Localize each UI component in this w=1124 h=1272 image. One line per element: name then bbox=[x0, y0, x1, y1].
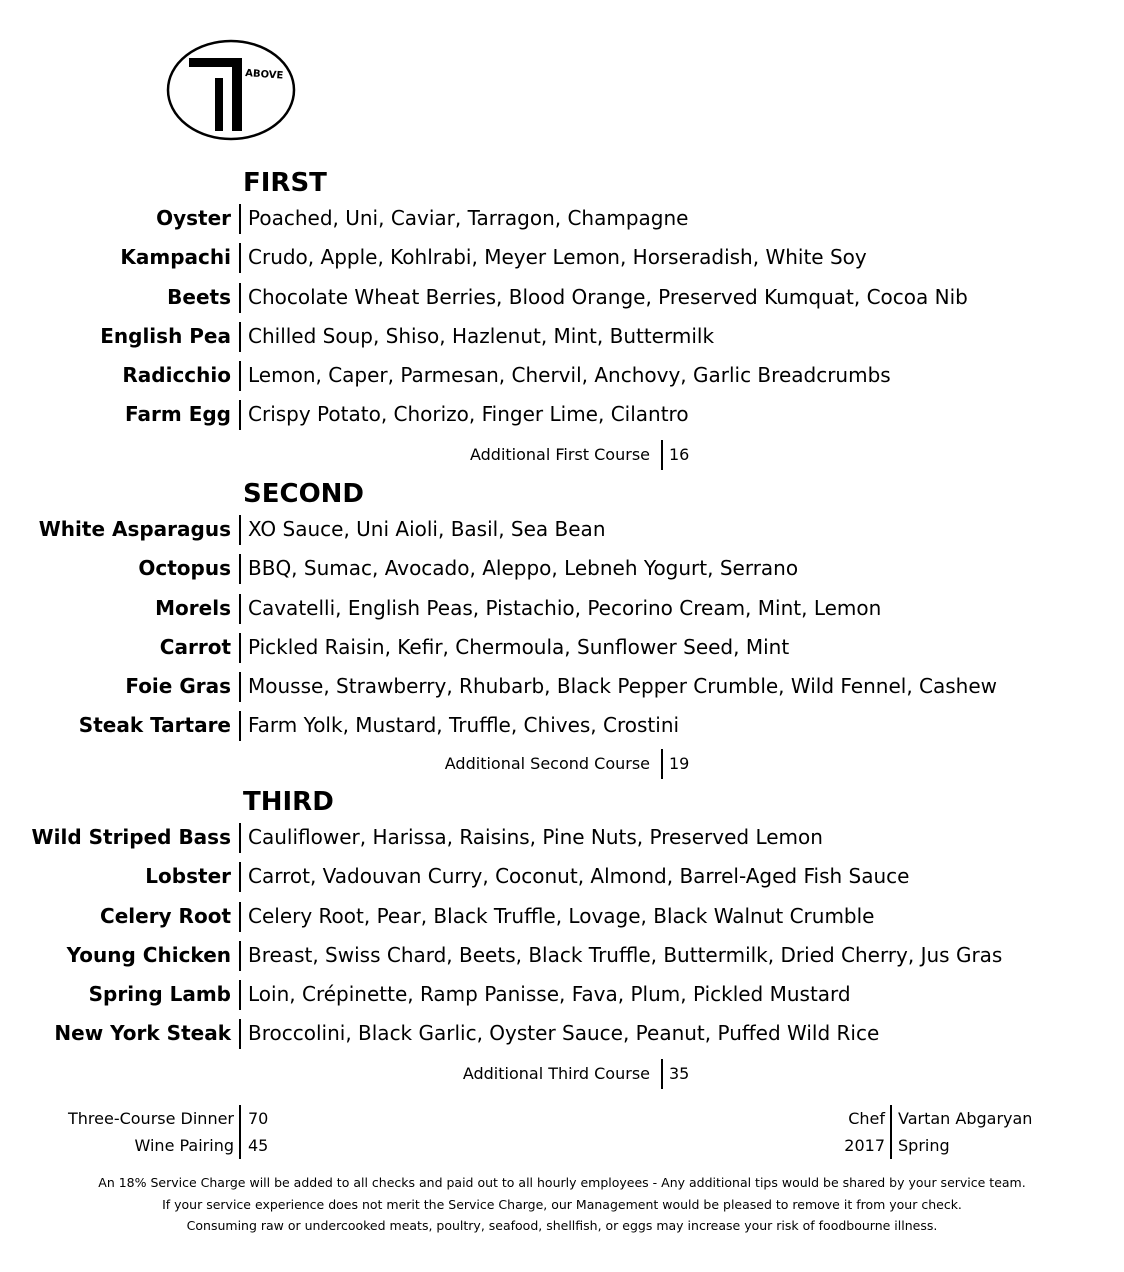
menu-item bbox=[0, 633, 1124, 672]
price-value: 45 bbox=[248, 1136, 269, 1155]
pricing-row bbox=[0, 1105, 1124, 1132]
course-items-first bbox=[0, 204, 1124, 440]
dish-description: BBQ, Sumac, Avocado, Aleppo, Lebneh Yogurt, Serrano bbox=[248, 556, 799, 581]
divider bbox=[661, 440, 663, 470]
dish-name: Lobster bbox=[145, 864, 231, 889]
service-charge-note: An 18% Service Charge will be added to all checks and paid out to all hourly employees - Any additional tips would be shared by your service team. bbox=[98, 1175, 1026, 1190]
divider bbox=[239, 400, 241, 430]
dish-description: Lemon, Caper, Parmesan, Chervil, Anchovy, Garlic Breadcrumbs bbox=[248, 363, 891, 388]
menu-item bbox=[0, 594, 1124, 633]
menu-item bbox=[0, 672, 1124, 711]
divider bbox=[239, 1019, 241, 1049]
additional-course-label: Additional Third Course bbox=[462, 1064, 650, 1083]
dish-description: Chocolate Wheat Berries, Blood Orange, Preserved Kumquat, Cocoa Nib bbox=[248, 284, 968, 309]
divider bbox=[239, 902, 241, 932]
credit-value: Vartan Abgaryan bbox=[898, 1109, 1033, 1128]
course-title-first: FIRST bbox=[243, 168, 327, 198]
divider bbox=[239, 283, 241, 313]
course-title-third: THIRD bbox=[243, 787, 334, 817]
additional-course-label: Additional Second Course bbox=[444, 754, 650, 773]
course-items-third bbox=[0, 823, 1124, 1059]
additional-course-price: 19 bbox=[669, 754, 690, 773]
menu-item bbox=[0, 1019, 1124, 1058]
dish-name: Farm Egg bbox=[125, 402, 231, 427]
dish-name: Kampachi bbox=[120, 245, 231, 270]
price-label: Wine Pairing bbox=[134, 1136, 234, 1155]
divider bbox=[890, 1132, 892, 1159]
divider bbox=[661, 1059, 663, 1089]
price-label: Three-Course Dinner bbox=[67, 1109, 234, 1128]
menu-item bbox=[0, 862, 1124, 901]
dish-name: White Asparagus bbox=[38, 517, 231, 541]
menu-item bbox=[0, 554, 1124, 593]
logo-text: ABOVE bbox=[244, 68, 284, 82]
menu-item bbox=[0, 204, 1124, 243]
menu-item bbox=[0, 823, 1124, 862]
menu-item bbox=[0, 711, 1124, 750]
additional-course-price: 16 bbox=[669, 445, 690, 464]
menu-item bbox=[0, 902, 1124, 941]
dish-name: Foie Gras bbox=[125, 674, 231, 699]
divider bbox=[239, 633, 241, 663]
divider bbox=[239, 980, 241, 1010]
dish-description: Loin, Crépinette, Ramp Panisse, Fava, Plum, Pickled Mustard bbox=[248, 982, 851, 1007]
menu-item bbox=[0, 322, 1124, 361]
dish-name: Wild Striped Bass bbox=[31, 825, 231, 849]
dish-description: Crispy Potato, Chorizo, Finger Lime, Cilantro bbox=[248, 402, 689, 427]
divider bbox=[239, 711, 241, 741]
pricing-row bbox=[0, 1132, 1124, 1159]
divider bbox=[239, 515, 241, 545]
dish-description: Breast, Swiss Chard, Beets, Black Truffle, Buttermilk, Dried Cherry, Jus Gras bbox=[248, 942, 1003, 967]
dish-name: Spring Lamb bbox=[88, 982, 231, 1007]
credit-label: 2017 bbox=[844, 1136, 885, 1155]
restaurant-logo bbox=[165, 38, 297, 142]
divider bbox=[890, 1105, 892, 1132]
course-title-second: SECOND bbox=[243, 479, 365, 509]
divider bbox=[239, 672, 241, 702]
credit-label: Chef bbox=[848, 1109, 885, 1128]
food-safety-warning: Consuming raw or undercooked meats, poultry, seafood, shellfish, or eggs may increase your risk of foodbourne illness. bbox=[186, 1218, 938, 1233]
dish-name: New York Steak bbox=[54, 1021, 231, 1046]
menu-item bbox=[0, 515, 1124, 554]
dish-description: Pickled Raisin, Kefir, Chermoula, Sunflower Seed, Mint bbox=[248, 634, 790, 659]
divider bbox=[239, 361, 241, 391]
menu-item bbox=[0, 941, 1124, 980]
dish-description: Cavatelli, English Peas, Pistachio, Pecorino Cream, Mint, Lemon bbox=[248, 595, 882, 620]
menu-item bbox=[0, 361, 1124, 400]
divider bbox=[239, 1132, 241, 1159]
divider bbox=[239, 204, 241, 234]
dish-name: Octopus bbox=[138, 556, 231, 581]
additional-course-price: 35 bbox=[669, 1064, 690, 1083]
menu-item bbox=[0, 243, 1124, 282]
divider bbox=[239, 594, 241, 624]
dish-description: Broccolini, Black Garlic, Oyster Sauce, Peanut, Puffed Wild Rice bbox=[248, 1021, 880, 1046]
dish-name: Beets bbox=[167, 284, 231, 309]
additional-course-label: Additional First Course bbox=[469, 445, 650, 464]
dish-description: Carrot, Vadouvan Curry, Coconut, Almond, Barrel-Aged Fish Sauce bbox=[248, 864, 910, 889]
dish-name: Oyster bbox=[156, 206, 231, 230]
divider bbox=[661, 749, 663, 779]
dish-name: Celery Root bbox=[100, 903, 231, 928]
dish-name: Steak Tartare bbox=[78, 713, 231, 738]
dish-description: Chilled Soup, Shiso, Hazlenut, Mint, Buttermilk bbox=[248, 323, 715, 348]
divider bbox=[239, 322, 241, 352]
dish-description: Cauliflower, Harissa, Raisins, Pine Nuts, Preserved Lemon bbox=[248, 825, 823, 849]
footer-notes bbox=[0, 1172, 1124, 1237]
course-items-second bbox=[0, 515, 1124, 751]
credit-value: Spring bbox=[898, 1136, 950, 1155]
price-value: 70 bbox=[248, 1109, 269, 1128]
divider bbox=[239, 823, 241, 853]
dish-description: XO Sauce, Uni Aioli, Basil, Sea Bean bbox=[248, 517, 606, 541]
additional-course-first bbox=[0, 440, 1124, 470]
divider bbox=[239, 243, 241, 273]
menu-item bbox=[0, 283, 1124, 322]
dish-description: Crudo, Apple, Kohlrabi, Meyer Lemon, Horseradish, White Soy bbox=[248, 245, 867, 270]
divider bbox=[239, 554, 241, 584]
dish-description: Farm Yolk, Mustard, Truffle, Chives, Crostini bbox=[248, 713, 680, 738]
dish-name: Carrot bbox=[159, 634, 231, 659]
dish-name: Young Chicken bbox=[66, 942, 231, 967]
dish-description: Mousse, Strawberry, Rhubarb, Black Pepper Crumble, Wild Fennel, Cashew bbox=[248, 674, 998, 699]
menu-item bbox=[0, 400, 1124, 439]
divider bbox=[239, 862, 241, 892]
divider bbox=[239, 941, 241, 971]
menu-item bbox=[0, 980, 1124, 1019]
dish-description: Celery Root, Pear, Black Truffle, Lovage, Black Walnut Crumble bbox=[248, 903, 875, 928]
additional-course-third bbox=[0, 1059, 1124, 1089]
divider bbox=[239, 1105, 241, 1132]
dish-name: English Pea bbox=[100, 323, 231, 348]
dish-name: Radicchio bbox=[122, 363, 231, 388]
additional-course-second bbox=[0, 749, 1124, 779]
dish-description: Poached, Uni, Caviar, Tarragon, Champagne bbox=[248, 206, 689, 230]
dish-name: Morels bbox=[155, 595, 231, 620]
service-charge-removal-note: If your service experience does not merit the Service Charge, our Management would be pleased to remove it from your check. bbox=[162, 1196, 962, 1212]
